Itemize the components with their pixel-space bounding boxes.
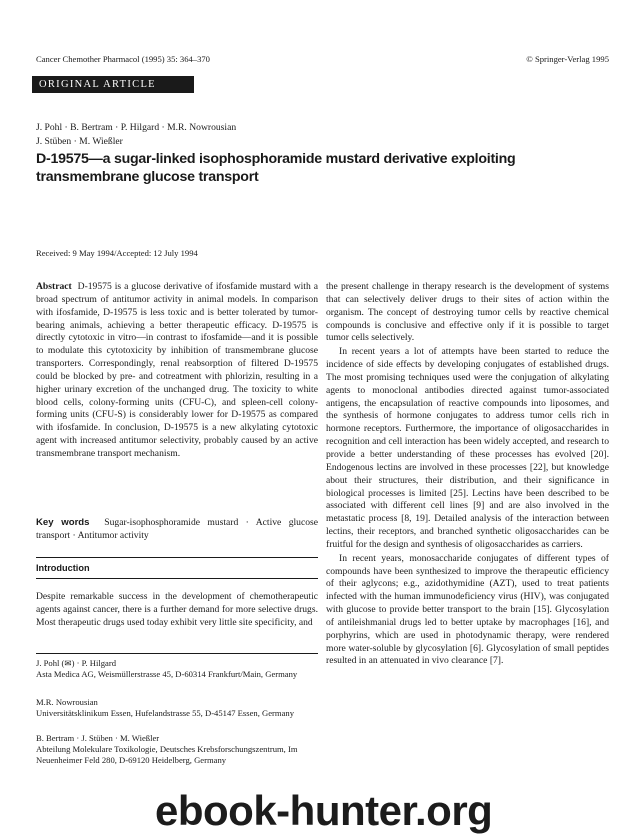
affiliation-names: B. Bertram · J. Stüben · M. Wießler	[36, 733, 160, 743]
article-type-banner: ORIGINAL ARTICLE	[32, 76, 194, 93]
affiliation-address: Universitätsklinikum Essen, Hufelandstrasse 55, D-45147 Essen, Germany	[36, 708, 295, 719]
introduction-paragraph: the present challenge in therapy research is the development of systems that can selectively deliver drugs to their sites of action within the organism. The concept of destroying tumor cells by reactive chemical compounds is conclusive and effective only if it is possible to target tumor cells selectively.	[326, 281, 609, 344]
received-dates: Received: 9 May 1994/Accepted: 12 July 1994	[36, 248, 198, 258]
affiliation	[36, 733, 318, 767]
article-title: D-19575—a sugar-linked isophosphoramide mustard derivative exploiting transmembrane glucose transport	[36, 151, 516, 185]
introduction-paragraph: In recent years, monosaccharide conjugates of different types of compounds have been synthesized to improve the therapeutic efficiency of their aglycons; e.g., azidothymidine (AZT), used to treat patients infected with the human immunodeficiency virus (HIV), was conjugated with glucose to provide better transport to the brain [15]. Glycosylation of antileishmanial drugs led to better uptake by macrophages [16], and porphyrins, which are used in photodynamic therapy, were rendered more water-soluble by glycosylation [6]. Glycosylation of small peptides resulted in an attenuated in vivo clearance [7].	[326, 552, 609, 667]
keywords-text: Sugar-isophosphoramide mustard · Active glucose transport · Antitumor activity	[36, 517, 318, 541]
introduction-paragraph	[36, 591, 318, 630]
abstract-text: D-19575 is a glucose derivative of ifosfamide mustard with a broad spectrum of antitumor activity in animal models. In comparison with ifosfamide, D-19575 is less toxic and is better tolerated by tumor-bearing animals, achieving a better therapeutic efficacy. D-19575 is directly cytotoxic in vitro—in contrast to ifosfamide—and it is possible to modulate this cytotoxicity by inhibition of transmembrane glucose transporters. Correspondingly, renal reabsorption of filtered D-19575 could be blocked by pre- and cotreatment with phlorizin, resulting in a higher urinary excretion of the unchanged drug. The toxicity to white blood cells, colony-forming units (CFU-C), and spleen-cell colony-forming units (CFU-S) is considerably lower for D-19575 as compared with ifosfamide. In conclusion, D-19575 is a new alkylating cytotoxic agent with increased antitumor selectivity, probably caused by an active transmembrane transport mechanism.	[36, 281, 318, 459]
affiliation-names: M.R. Nowrousian	[36, 697, 98, 707]
keywords-heading: Key words	[36, 517, 90, 528]
introduction-continued	[326, 281, 609, 668]
affiliation-address: Abteilung Molekulare Toxikologie, Deutsches Krebsforschungszentrum, Im Neuenheimer Feld 280, D-69120 Heidelberg, Germany	[36, 744, 298, 766]
introduction-heading: Introduction	[36, 563, 90, 573]
keywords	[36, 517, 318, 543]
affiliation	[36, 697, 318, 719]
introduction-paragraph: In recent years a lot of attempts have been started to reduce the incidence of side effects by developing conjugates of established drugs. The most promising techniques used were the conjugation of alkylating agents to monoclonal antibodies directed against tumor-associated antigens, the encapsulation of reactive compounds into liposomes, and the synthesis of hormone conjugates to address tumor cells rich in hormone receptors. Furthermore, the importance of oligosaccharides in recognition and cell interaction has been widely accepted, and research to provide a better understanding of these processes has evolved [20]. Endogenous lectins are involved in these processes [22], but knowledge about their structures, their distribution, and their significance in biological processes is limited [25]. Lectins have been described to be associated with different cell lines [9] and are also involved in the metastatic process [8, 19]. Detailed analysis of the interaction between lectins, their receptors, and branched synthetic oligosaccharides can be fruitful for the design and synthesis of oligosaccharides as carriers.	[326, 346, 609, 550]
introduction-text-left: Despite remarkable success in the development of chemotherapeutic agents against cancer, there is a further demand for more selective drugs. Most therapeutic drugs used today exhibit very little site specificity, and	[36, 591, 318, 628]
authors-line-1: J. Pohl · B. Bertram · P. Hilgard · M.R. Nowrousian	[36, 122, 237, 133]
affiliation-divider	[36, 653, 318, 654]
affiliation-address: Asta Medica AG, Weismüllerstrasse 45, D-60314 Frankfurt/Main, Germany	[36, 669, 298, 680]
section-divider	[36, 578, 318, 579]
abstract	[36, 281, 318, 461]
publisher-copyright: © Springer-Verlag 1995	[526, 54, 609, 64]
affiliation	[36, 658, 318, 680]
section-divider	[36, 557, 318, 558]
authors-line-2: J. Stüben · M. Wießler	[36, 136, 123, 147]
affiliation-names: J. Pohl (✉) · P. Hilgard	[36, 658, 117, 668]
journal-citation: Cancer Chemother Pharmacol (1995) 35: 364–370	[36, 54, 210, 64]
abstract-heading: Abstract	[36, 281, 72, 292]
watermark-text: ebook-hunter.org	[155, 787, 493, 834]
